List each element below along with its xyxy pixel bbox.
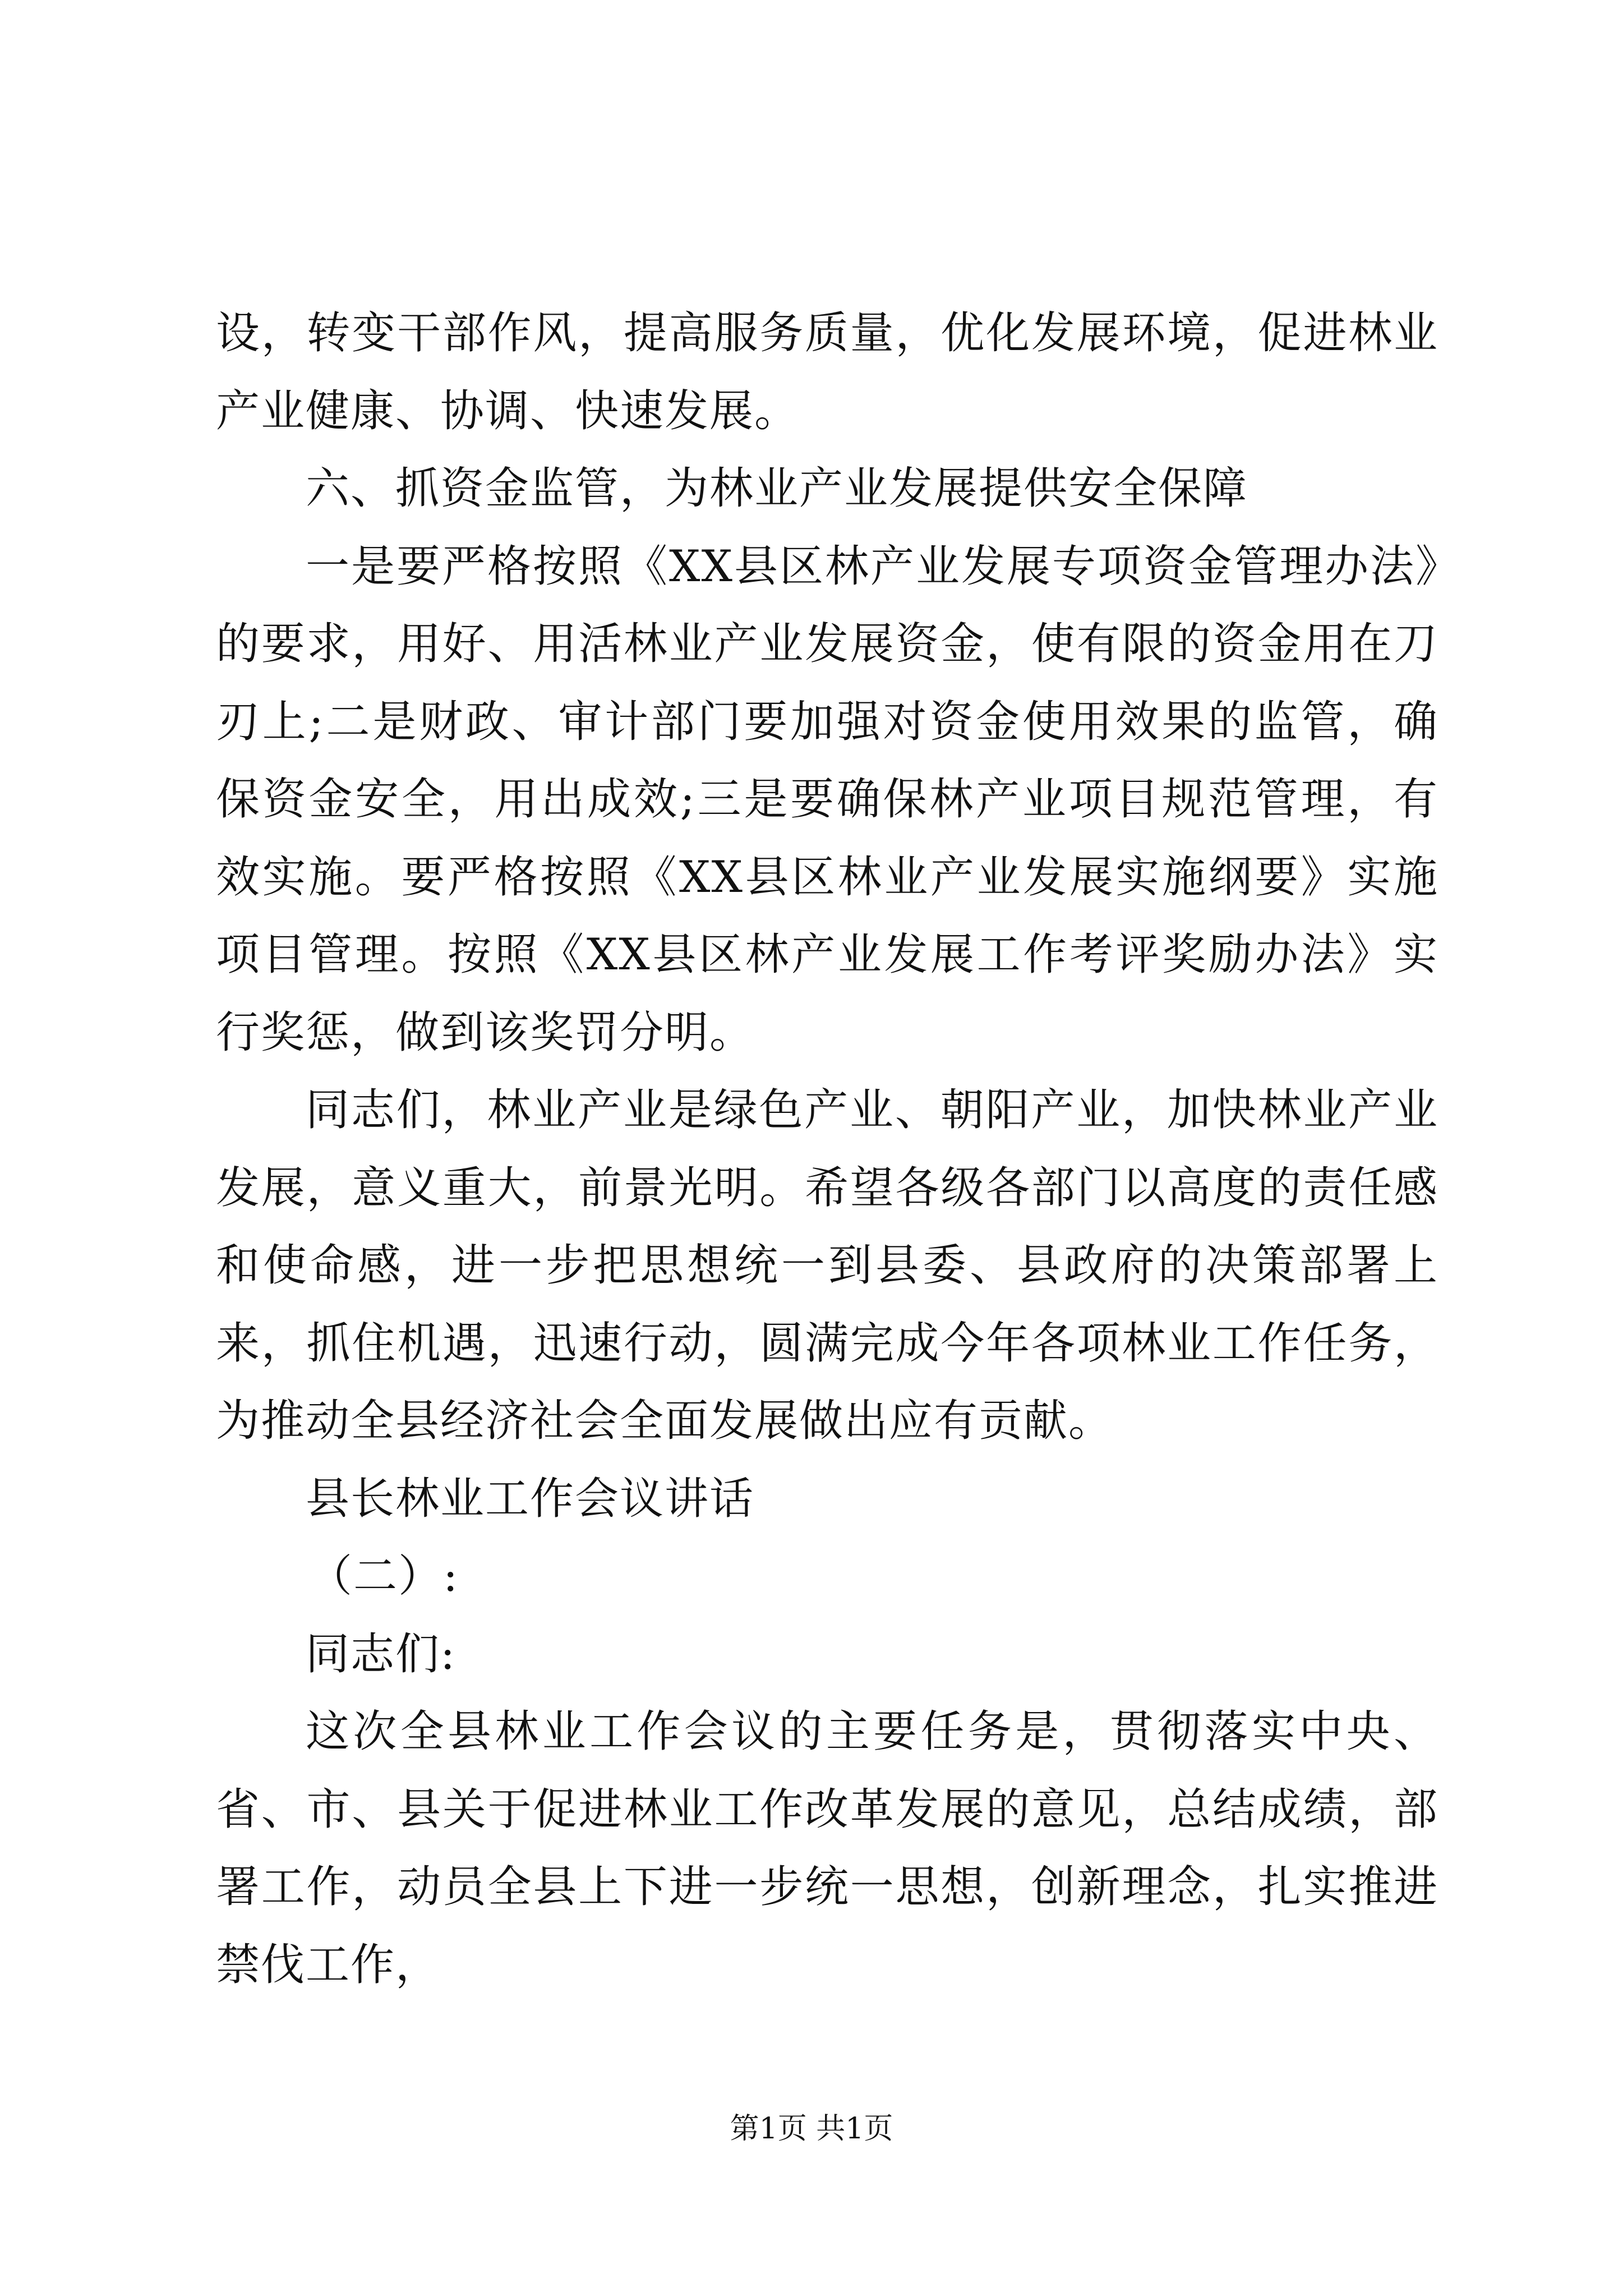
document-body xyxy=(216,295,1438,2004)
paragraph-continuation: 设，转变干部作风，提高服务质量，优化发展环境，促进林业产业健康、协调、快速发展。 xyxy=(216,308,1438,436)
paragraph-meeting-task: 这次全县林业工作会议的主要任务是，贯彻落实中央、省、市、县关于促进林业工作改革发展的意见，总结成绩，部署工作，动员全县上下进一步统一思想，创新理念，扎实推进禁伐工作， xyxy=(216,1706,1438,1990)
paragraph-closing: 同志们，林业产业是绿色产业、朝阳产业，加快林业产业发展，意义重大，前景光明。希望各级各部门以高度的责任感和使命感，进一步把思想统一到县委、县政府的决策部署上来，抓住机遇，迅速行动，圆满完成今年各项林业工作任务，为推动全县经济社会全面发展做出应有贡献。 xyxy=(216,1085,1438,1446)
page-footer: 第1页 共1页 xyxy=(730,2112,893,2146)
salutation: 同志们: xyxy=(306,1628,457,1680)
speech-part-label: （二）: xyxy=(308,1551,459,1602)
speech-title: 县长林业工作会议讲话 xyxy=(306,1473,755,1524)
section-heading-six: 六、抓资金监管，为林业产业发展提供安全保障 xyxy=(306,463,1248,514)
paragraph-fund-supervision: 一是要严格按照《XX县区林产业发展专项资金管理办法》的要求，用好、用活林业产业发展资金，使有限的资金用在刀刃上;二是财政、审计部门要加强对资金使用效果的监管，确保资金安全，用出成效;三是要确保林产业项目规范管理，有效实施。要严格按照《XX县区林业产业发展实施纲要》实施项目管理。按照《XX县区林产业发展工作考评奖励办法》实行奖惩，做到该奖罚分明。 xyxy=(216,541,1438,1058)
